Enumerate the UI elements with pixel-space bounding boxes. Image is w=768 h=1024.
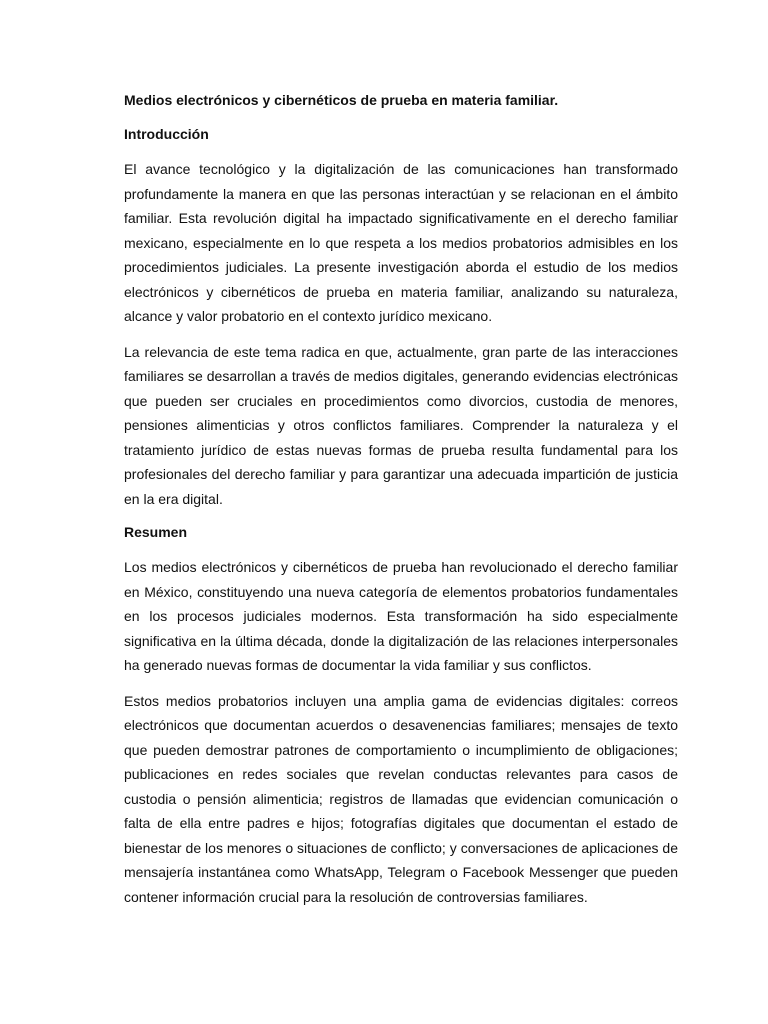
section-heading-introduccion: Introducción — [124, 126, 209, 142]
document-title: Medios electrónicos y cibernéticos de prueba en materia familiar. — [124, 92, 559, 108]
paragraph-resumen-2: Estos medios probatorios incluyen una amplia gama de evidencias digitales: correos electrónicos que documentan acuerdos o desavenencias familiares; mensajes de texto que pueden demostrar patrones de comportamiento o incumplimiento de obligaciones; publicaciones en redes sociales que revelan conductas relevantes para casos de custodia o pensión alimenticia; registros de llamadas que evidencian comunicación o falta de ella entre padres e hijos; fotografías digitales que documentan el estado de bienestar de los menores o situaciones de conflicto; y conversaciones de aplicaciones de mensajería instantánea como WhatsApp, Telegram o Facebook Messenger que pueden contener información crucial para la resolución de controversias familiares. — [124, 692, 678, 905]
section-heading-resumen: Resumen — [124, 524, 188, 540]
section-introduccion — [124, 124, 678, 511]
paragraph-resumen-1: Los medios electrónicos y cibernéticos de prueba han revolucionado el derecho familiar en México, constituyendo una nueva categoría de elementos probatorios fundamentales en los procesos judiciales modernos. Esta transformación ha sido especialmente significativa en la última década, donde la digitalización de las relaciones interpersonales ha generado nuevas formas de documentar la vida familiar y sus conflictos. — [124, 559, 678, 673]
paragraph-introduccion-1: El avance tecnológico y la digitalización de las comunicaciones han transformado profundamente la manera en que las personas interactúan y se relacionan en el ámbito familiar. Esta revolución digital ha impactado significativamente en el derecho familiar mexicano, especialmente en lo que respeta a los medios probatorios admisibles en los procedimientos judiciales. La presente investigación aborda el estudio de los medios electrónicos y cibernéticos de prueba en materia familiar, analizando su naturaleza, alcance y valor probatorio en el contexto jurídico mexicano. — [124, 161, 678, 324]
paragraph-introduccion-2: La relevancia de este tema radica en que, actualmente, gran parte de las interacciones familiares se desarrollan a través de medios digitales, generando evidencias electrónicas que pueden ser cruciales en procedimientos como divorcios, custodia de menores, pensiones alimenticias y otros conflictos familiares. Comprender la naturaleza y el tratamiento jurídico de estas nuevas formas de prueba resulta fundamental para los profesionales del derecho familiar y para garantizar una adecuada impartición de justicia en la era digital. — [124, 343, 678, 507]
section-resumen — [124, 522, 678, 909]
